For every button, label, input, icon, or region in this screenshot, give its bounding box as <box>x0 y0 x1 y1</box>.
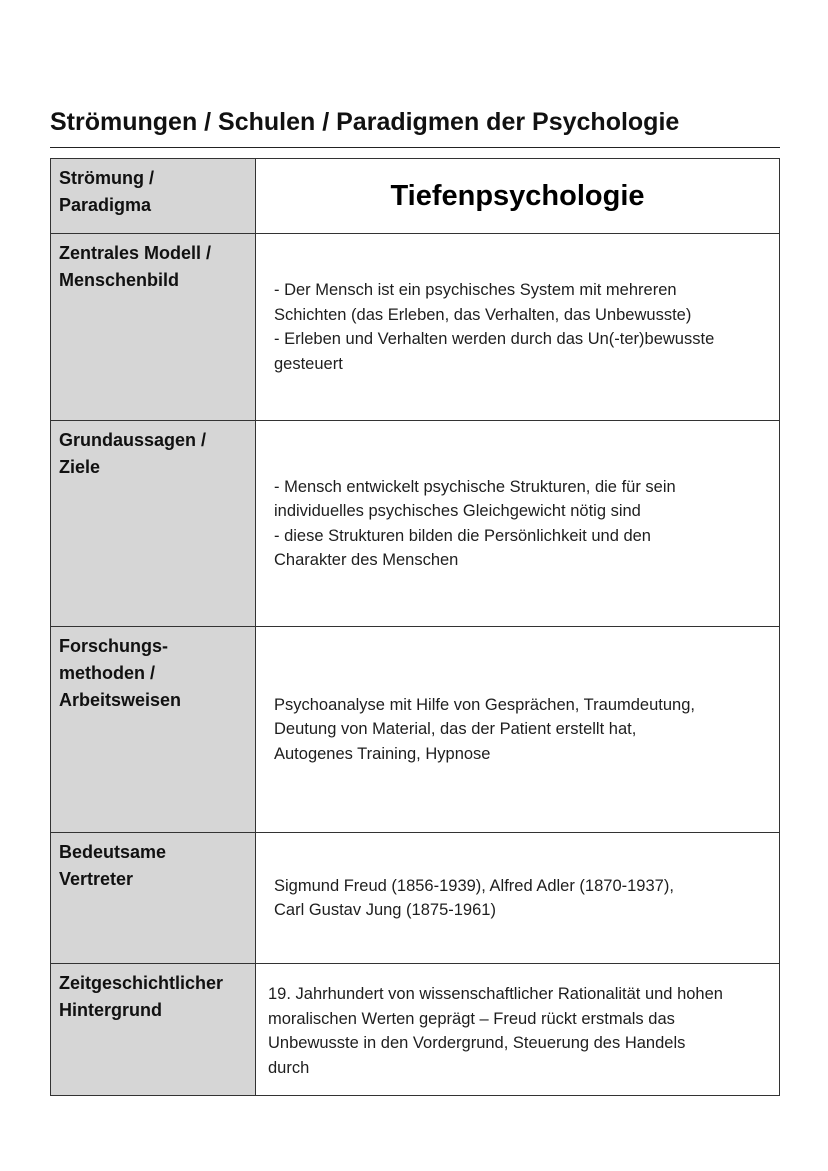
content-cell <box>256 964 780 1096</box>
label-cell <box>51 234 256 421</box>
content-cell <box>256 234 780 421</box>
label-cell <box>51 833 256 964</box>
row-label-stroemung: Strömung / Paradigma <box>59 168 154 215</box>
paradigm-name-cell <box>256 159 780 234</box>
content-cell <box>256 833 780 964</box>
table-row-header <box>51 159 780 234</box>
row-label-vertreter: Bedeutsame Vertreter <box>59 842 167 889</box>
row-label-grundaussagen: Grundaussagen / Ziele <box>59 430 207 477</box>
row-content-grundaussagen: - Mensch entwickelt psychische Strukturen, die für sein individuelles psychisches Gleichgewicht nötig sind - diese Strukturen bilden die Persönlichkeit und den Charakter des Menschen <box>274 477 676 569</box>
label-cell <box>51 964 256 1096</box>
paradigm-table <box>50 158 780 1096</box>
table-row-forschungsmethoden <box>51 627 780 833</box>
row-content-vertreter: Sigmund Freud (1856-1939), Alfred Adler (1870-1937), Carl Gustav Jung (1875-1961) <box>274 876 674 919</box>
table-row-menschenbild <box>51 234 780 421</box>
row-content-menschenbild: - Der Mensch ist ein psychisches System mit mehreren Schichten (das Erleben, das Verhalten, das Unbewusste) - Erleben und Verhalten werden durch das Un(-ter)bewusste gesteuert <box>274 281 715 373</box>
row-label-menschenbild: Zentrales Modell / Menschenbild <box>59 243 212 290</box>
table-row-grundaussagen <box>51 421 780 627</box>
row-label-forschungsmethoden: Forschungs- methoden / Arbeitsweisen <box>59 636 182 710</box>
table-row-vertreter <box>51 833 780 964</box>
page-title: Strömungen / Schulen / Paradigmen der Psychologie <box>50 108 680 136</box>
label-cell <box>51 421 256 627</box>
content-cell <box>256 421 780 627</box>
row-content-hintergrund: 19. Jahrhundert von wissenschaftlicher Rationalität und hohen moralischen Werten geprägt – Freud rückt erstmals das Unbewusste in den Vordergrund, Steuerung des Handels durch <box>268 985 723 1077</box>
table-row-hintergrund <box>51 964 780 1096</box>
paradigm-name: Tiefenpsychologie <box>390 179 645 212</box>
row-content-forschungsmethoden: Psychoanalyse mit Hilfe von Gesprächen, Traumdeutung, Deutung von Material, das der Patient erstellt hat, Autogenes Training, Hypnose <box>274 695 695 763</box>
label-cell <box>51 159 256 234</box>
label-cell <box>51 627 256 833</box>
title-divider <box>50 147 780 148</box>
content-cell <box>256 627 780 833</box>
row-label-hintergrund: Zeitgeschichtlicher Hintergrund <box>59 973 224 1020</box>
